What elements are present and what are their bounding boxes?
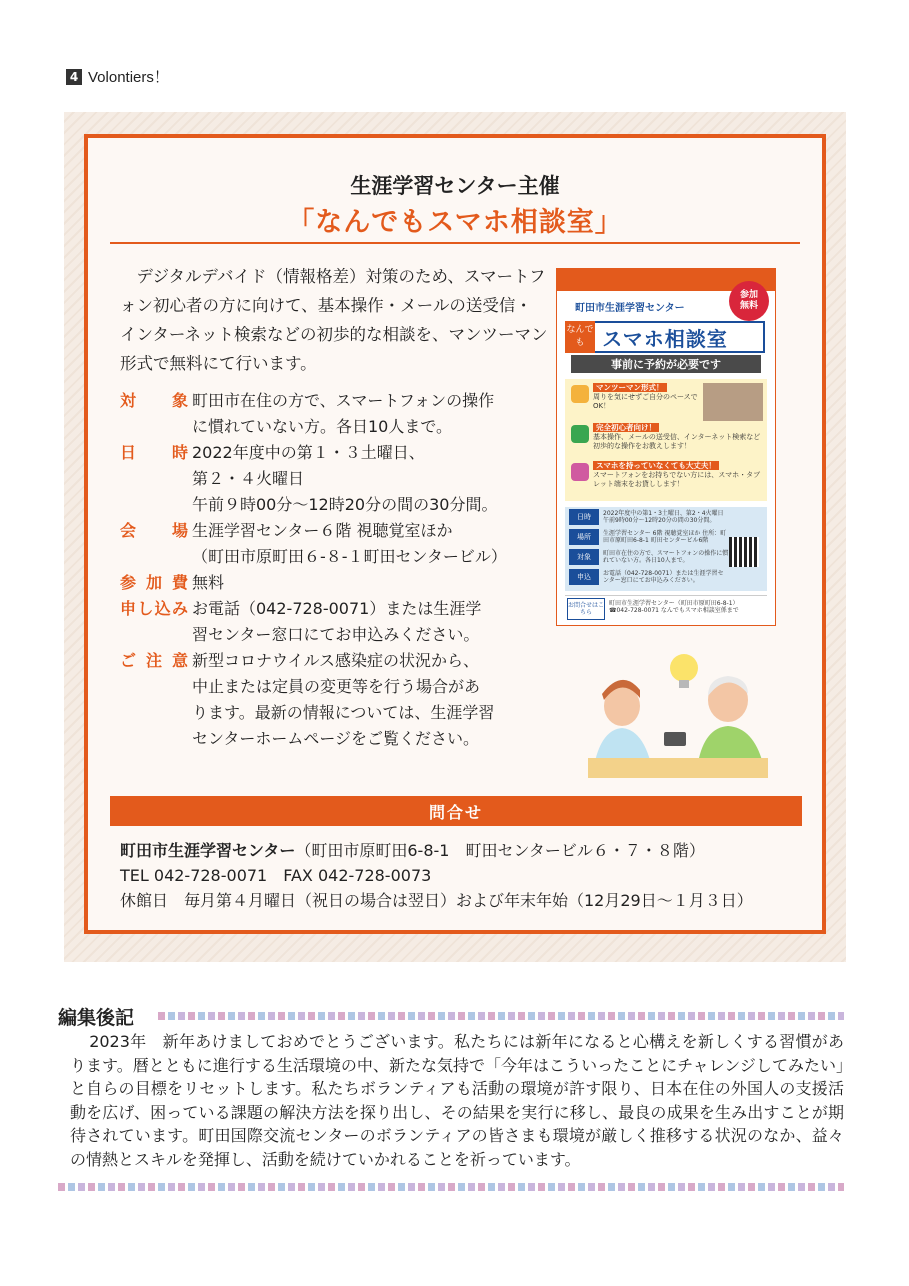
poster-point: 完全初心者向け！ 基本操作、メールの送受信、インターネット検索など初歩的な操作をお教えします！ xyxy=(593,423,761,450)
poster-photo xyxy=(703,383,763,421)
page-number: 4 xyxy=(66,69,82,85)
lightbulb-icon xyxy=(670,654,698,682)
poster-footer-text: 町田市生涯学習センター（町田市原町田6-8-1）☎042-728-0071 なんでもスマホ相談室係まで xyxy=(609,600,739,614)
poster-table-text: 生涯学習センター 6階 視聴覚室ほか 住所：町田市原町田6-8-1 町田センタービル6階 xyxy=(603,530,727,544)
poster-badge-line1: 参加 xyxy=(739,290,758,300)
event-intro: デジタルデバイド（情報格差）対策のため、スマートフォン初心者の方に向けて、基本操作・メールの送受信・インターネット検索などの初歩的な相談を、マンツーマン形式で無料にて行います。 xyxy=(120,267,548,373)
detail-value xyxy=(192,518,550,570)
contact-line-1 xyxy=(120,838,800,863)
detail-line: （町田市原町田６-８-１町田センタービル） xyxy=(192,547,507,566)
event-details xyxy=(120,388,550,752)
detail-row xyxy=(120,596,550,648)
contact-phone: TEL 042-728-0071 FAX 042-728-0073 xyxy=(120,866,432,885)
poster-footer xyxy=(565,595,767,620)
detail-label: 会場 xyxy=(120,521,188,540)
detail-label: 参加費 xyxy=(120,573,188,592)
detail-label: 日時 xyxy=(120,443,188,462)
editor-note-body: 2023年 新年あけましておめでとうございます。私たちには新年になると心構えを新しくする習慣があります。暦とともに進行する生活環境の中、新たな気持で「今年はこういったことにチャレンジしてみたい」と自らの目標をリセットします。私たちボランティアも活動の環境が許す限り、日本在住の外国人の支援活動を広げ、困っている課題の解決方法を探り出し、その結果を実行に移し、最良の成果を生み出すことが期待されています。町田国際交流センターのボランティアの皆さまも環境が厳しく推移する状況のなか、益々の情熱とスキルを発揮し、活動を続けていかれることを祈っています。 xyxy=(70,1032,844,1169)
detail-row xyxy=(120,440,550,518)
detail-row xyxy=(120,518,550,570)
detail-label: 申し込み xyxy=(120,599,188,618)
detail-line: 生涯学習センター６階 視聴覚室ほか xyxy=(192,521,453,540)
poster-info-table xyxy=(565,507,767,591)
poster-table-head: 対象 xyxy=(569,549,599,565)
event-title: 「なんでもスマホ相談室」 xyxy=(287,207,623,238)
title-divider xyxy=(110,242,800,244)
detail-value xyxy=(192,440,550,518)
detail-label: ご注意 xyxy=(120,651,188,670)
detail-line: お電話（042-728-0071）または生涯学 xyxy=(192,599,482,618)
editor-note-title: 編集後記 xyxy=(58,1007,135,1029)
detail-line: に慣れていない方。各日10人まで。 xyxy=(192,417,453,436)
contact-bar: 問合せ xyxy=(110,796,802,826)
detail-row xyxy=(120,388,550,440)
smartphone-icon xyxy=(664,732,686,746)
poster-org: 町田市生涯学習センター xyxy=(575,303,685,314)
poster-table-head: 申込 xyxy=(569,569,599,585)
contact-closed: 休館日 毎月第４月曜日（祝日の場合は翌日）および年末年始（12月29日〜１月３日） xyxy=(120,891,753,910)
detail-line: 午前９時00分〜12時20分の間の30分間。 xyxy=(192,495,498,514)
detail-label: 対象 xyxy=(120,391,188,410)
poster-banner: 事前に予約が必要です xyxy=(571,355,761,373)
detail-line: 無料 xyxy=(192,573,225,592)
poster-tag: なんでも xyxy=(565,321,595,353)
detail-value xyxy=(192,570,550,596)
poster-point: マンツーマン形式！ 周りを気にせずご自分のペースでOK！ xyxy=(593,383,698,410)
lightbulb-base xyxy=(679,680,689,688)
poster-points xyxy=(565,379,767,501)
beginner-mark-icon xyxy=(571,425,589,443)
detail-line: 中止または定員の変更等を行う場合があ xyxy=(192,677,481,696)
detail-row xyxy=(120,570,550,596)
contact-info xyxy=(120,838,800,913)
smartphone-icon xyxy=(571,463,589,481)
event-poster xyxy=(556,268,776,626)
detail-value xyxy=(192,596,550,648)
poster-badge-line2: 無料 xyxy=(739,301,758,311)
detail-value xyxy=(192,388,550,440)
page-header xyxy=(66,66,169,87)
qr-code-icon xyxy=(729,537,759,567)
poster-table-head: 日時 xyxy=(569,509,599,525)
event-frame xyxy=(84,134,826,934)
poster-table-head: 場所 xyxy=(569,529,599,545)
poster-badge xyxy=(729,281,769,321)
poster-table-text: 町田市在住の方で、スマートフォンの操作に慣れていない方。各日10人まで。 xyxy=(603,550,729,564)
person-icon xyxy=(571,385,589,403)
poster-table-text: 2022年度中の第1・3土曜日、第2・4火曜日 午前9時00分〜12時20分の間の30分間。 xyxy=(603,510,724,524)
detail-value xyxy=(192,648,550,752)
contact-address: （町田市原町田6-8-1 町田センタービル６・７・８階） xyxy=(295,841,705,860)
section-title: Volontiers！ xyxy=(88,69,169,86)
event-organizer: 生涯学習センター主催 xyxy=(350,174,560,198)
poster-point: スマホを持っていなくても大丈夫！ スマートフォンをお持ちでない方には、スマホ・タブレット端末をお貸しします！ xyxy=(593,461,761,488)
detail-line: 2022年度中の第１・３土曜日、 xyxy=(192,443,425,462)
detail-line: 習センター窓口にてお申込みください。 xyxy=(192,625,480,644)
consultation-illustration xyxy=(588,648,768,778)
poster-title: スマホ相談室 xyxy=(565,321,765,353)
dotted-divider xyxy=(158,1012,844,1020)
poster-contact-button: お問合せはこちら xyxy=(567,598,605,620)
detail-line: 第２・４火曜日 xyxy=(192,469,305,488)
detail-line: 新型コロナウイルス感染症の状況から、 xyxy=(192,651,480,670)
contact-org: 町田市生涯学習センター xyxy=(120,841,296,860)
detail-line: 町田市在住の方で、スマートフォンの操作 xyxy=(192,391,495,410)
dotted-divider xyxy=(58,1183,844,1191)
detail-line: ります。最新の情報については、生涯学習 xyxy=(192,703,495,722)
detail-row xyxy=(120,648,550,752)
poster-table-text: お電話（042-728-0071）または生涯学習センター窓口にてお申込みください。 xyxy=(603,570,724,584)
detail-line: センターホームページをご覧ください。 xyxy=(192,729,480,748)
table-surface xyxy=(588,758,768,778)
